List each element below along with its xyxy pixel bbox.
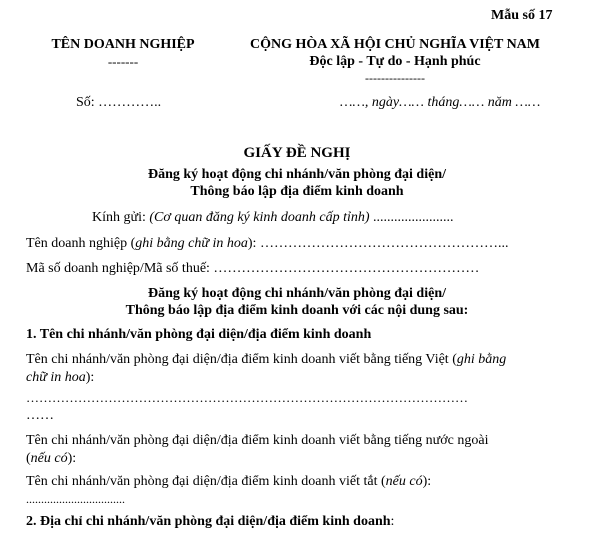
vn-name-label-line-2 xyxy=(26,370,94,386)
tax-code-field: Mã số doanh nghiệp/Mã số thuế: ………………………………………………… xyxy=(26,261,480,276)
foreign-hint: nếu có xyxy=(30,451,68,466)
short-name-line xyxy=(26,474,431,490)
company-name-divider: ------- xyxy=(107,54,139,69)
short-name-close: ): xyxy=(422,474,432,489)
vn-name-hint-1: ghi bằng xyxy=(456,352,507,367)
vn-name-close: ): xyxy=(85,370,95,385)
vn-name-hint-2: chữ in hoa xyxy=(26,370,86,385)
vn-name-dots-2: …… xyxy=(26,408,54,423)
recipient-value: (Cơ quan đăng ký kinh doanh cấp tỉnh) xyxy=(149,210,370,225)
document-number: Số: ………….. xyxy=(76,95,162,110)
section-2-heading-line xyxy=(26,514,394,530)
foreign-name-label: Tên chi nhánh/văn phòng đại diện/địa điểm kinh doanh viết bằng tiếng nước ngoài xyxy=(26,433,489,448)
request-line-1: Đăng ký hoạt động chi nhánh/văn phòng đại diện/ xyxy=(147,286,446,301)
section-1-heading: 1. Tên chi nhánh/văn phòng đại diện/địa điểm kinh doanh xyxy=(26,327,372,342)
foreign-name-hint-line xyxy=(26,451,76,467)
vn-name-label-line xyxy=(26,352,506,368)
document-title: GIẤY ĐỀ NGHỊ xyxy=(243,145,351,161)
request-line-2: Thông báo lập địa điểm kinh doanh với các nội dung sau: xyxy=(125,303,469,318)
company-name-hint: ghi bằng chữ in hoa xyxy=(135,236,248,251)
section-2-heading: 2. Địa chỉ chi nhánh/văn phòng đại diện/địa điểm kinh doanh xyxy=(26,514,391,529)
foreign-open: ( xyxy=(26,451,31,466)
company-name-field xyxy=(26,236,508,252)
company-name-label: Tên doanh nghiệp ( xyxy=(26,236,136,251)
motto-divider: --------------- xyxy=(365,71,425,85)
republic-title: CỘNG HÒA XÃ HỘI CHỦ NGHĨA VIỆT NAM xyxy=(249,37,540,52)
national-motto: Độc lập - Tự do - Hạnh phúc xyxy=(309,54,481,69)
date-line: ……, ngày…… tháng…… năm …… xyxy=(340,95,541,110)
section-2-colon: : xyxy=(390,514,395,529)
document-subtitle-line-2: Thông báo lập địa điểm kinh doanh xyxy=(190,184,404,199)
vn-name-dots: ………………………………………………………………………………………… xyxy=(26,390,468,405)
foreign-close: ): xyxy=(67,451,77,466)
short-name-label: Tên chi nhánh/văn phòng đại diện/địa điểm kinh doanh viết tắt ( xyxy=(26,474,386,489)
company-name-header: TÊN DOANH NGHIỆP xyxy=(51,37,195,52)
form-code: Mẫu số 17 xyxy=(491,8,553,23)
short-name-hint: nếu có xyxy=(385,474,423,489)
document-subtitle-line-1: Đăng ký hoạt động chi nhánh/văn phòng đại diện/ xyxy=(147,167,446,182)
short-name-dots: ................................. xyxy=(26,492,125,506)
company-name-rest: ): ……………………………………………... xyxy=(247,236,509,251)
recipient-line xyxy=(92,210,454,226)
recipient-label: Kính gửi: xyxy=(92,210,150,225)
vn-name-label: Tên chi nhánh/văn phòng đại diện/địa điểm kinh doanh viết bằng tiếng Việt ( xyxy=(26,352,457,367)
recipient-dots: ....................... xyxy=(369,210,454,225)
